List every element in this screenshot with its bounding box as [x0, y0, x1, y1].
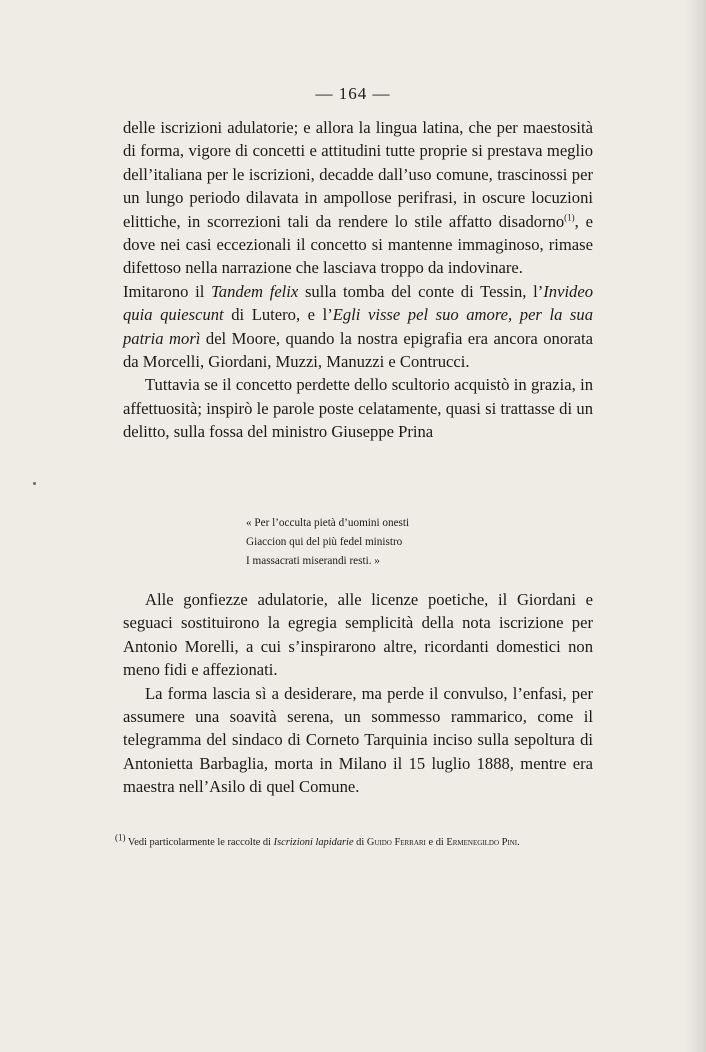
page-gutter-shadow [686, 0, 706, 1052]
footnote-reference: (1) [564, 212, 575, 223]
page-number: — 164 — [315, 84, 391, 103]
paragraph-prina: Tuttavia se il concetto perdette dello scultorio acquistò in grazia, in affettuosità; inspirò le parole poste celatamente, quasi si trattasse di un delitto, sulla fossa del ministro Giuseppe Prina [123, 375, 593, 442]
margin-mark [33, 482, 36, 485]
italic-quote: Invideo quia quiescunt [123, 281, 594, 325]
paragraph-text: di Lutero, e l’ [223, 305, 333, 325]
footnote-text: e di [425, 837, 447, 848]
lower-text-block [123, 588, 593, 799]
footnote-marker: (1) [115, 832, 126, 843]
paragraph-text: , e dove nei casi eccezionali il concetto si mantenne immaginoso, rimase difettoso nella narrazione che lasciava troppo da indovinare. [123, 211, 594, 278]
paragraph-text: del Moore, quando la nostra epigrafia era ancora onorata da Morcelli, Giordani, Muzzi, Manuzzi e Contrucci. [123, 328, 593, 372]
paragraph-imitations [123, 280, 593, 374]
paragraph-text: delle iscrizioni adulatorie; e allora la lingua latina, che per maestosità di forma, vigore di concetti e attitudini tutte proprie si prestava meglio dell’italiana per le iscrizioni, decadde dall’uso comune, trascinossi per un lungo periodo dilavata in ampollose perifrasi, in oscure locuzioni elittiche, in scorrezioni tali da rendere lo stile affatto disadorno [123, 118, 593, 231]
upper-text-block [123, 116, 593, 444]
footnote-italic-title: Iscrizioni lapidarie [273, 837, 354, 848]
paragraph-text: Imitarono il [123, 281, 212, 301]
footnote-text: Vedi particolarmente le raccolte di [125, 837, 274, 848]
quote-line: I massacrati miserandi resti. » [246, 555, 380, 567]
paragraph-telegram: La forma lascia sì a desiderare, ma perde il convulso, l’enfasi, per assumere una soavità serena, un sommesso rammarico, come il telegramma del sindaco di Corneto Tarquinia inciso sulla sepoltura di Antonietta Barbaglia, morta in Milano il 15 luglio 1888, mentre era maestra nell’Asilo di quel Comune. [123, 683, 593, 797]
paragraph-latin-decline [123, 116, 593, 280]
italic-quote: Tandem felix [211, 281, 299, 301]
italic-quote: Egli visse pel suo amore, per la sua patria morì [123, 305, 593, 348]
footnote-text: di [353, 837, 367, 848]
footnote [115, 834, 590, 851]
footnote-text: . [517, 837, 520, 848]
footnote-author: Ermenegildo Pini [446, 837, 518, 848]
paragraph-text: sulla tomba del conte di Tessin, l’ [298, 281, 544, 301]
paragraph-giordani: Alle gonfiezze adulatorie, alle licenze poetiche, il Giordani e seguaci sostituirono la egregia semplicità della nota iscrizione per Antonio Morelli, a cui s’inspirarono altre, ricordanti domestici non meno fidi e affezionati. [123, 590, 593, 680]
quote-line: « Per l’occulta pietà d’uomini onesti [246, 517, 410, 529]
quote-line: Giaccion qui del più fedel ministro [246, 536, 403, 548]
footnote-author: Guido Ferrari [366, 837, 426, 848]
epigraph-quote [246, 514, 546, 571]
